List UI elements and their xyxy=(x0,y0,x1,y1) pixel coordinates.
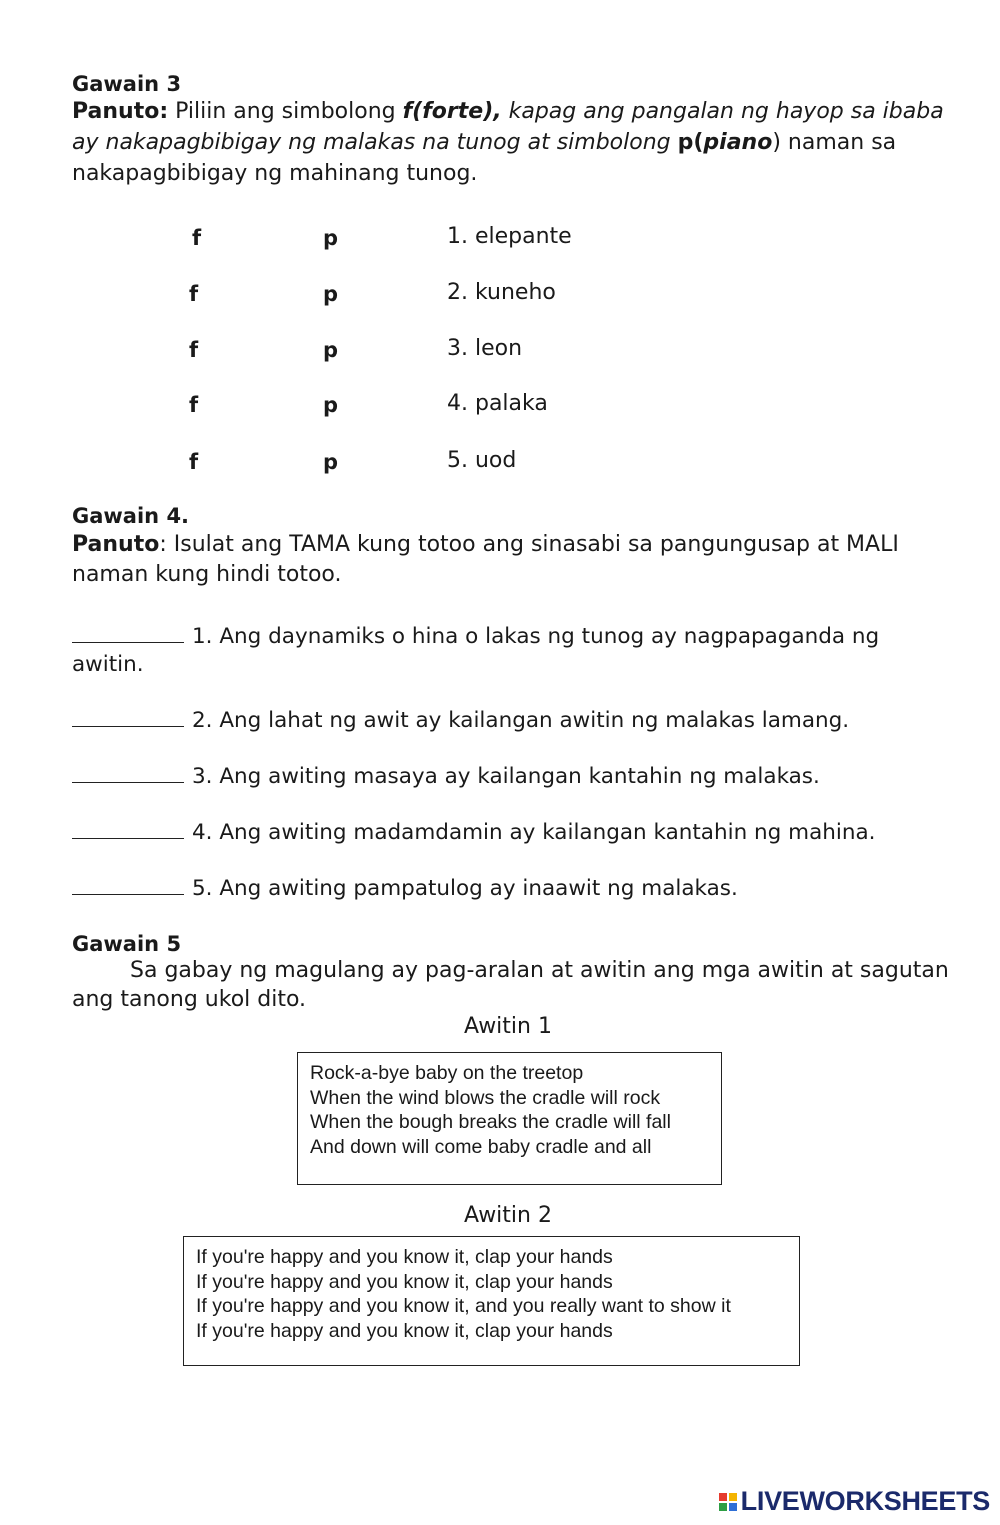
forte-option-3[interactable]: f xyxy=(189,338,199,362)
liveworksheets-logo-icon xyxy=(719,1493,737,1511)
statement-3: 3. Ang awiting masaya ay kailangan kantahin ng malakas. xyxy=(72,762,932,791)
piano-option-1[interactable]: p xyxy=(323,226,339,250)
logo-text: LIVEWORKSHEETS xyxy=(740,1486,990,1516)
answer-blank-4[interactable] xyxy=(72,818,184,839)
piano-option-2[interactable]: p xyxy=(323,282,339,306)
song1-line: When the bough breaks the cradle will fall xyxy=(310,1111,671,1133)
statement-5: 5. Ang awiting pampatulog ay inaawit ng malakas. xyxy=(72,874,932,903)
gawain3-panuto-label: Panuto: xyxy=(72,99,169,124)
gawain3-instructions: Panuto: Piliin ang simbolong f(forte), kapag ang pangalan ng hayop sa ibaba ay nakapagbibigay ng malakas na tunog at simbolong p(piano) naman sa nakapagbibigay ng mahinang tunog. xyxy=(72,99,944,186)
piano-option-5[interactable]: p xyxy=(323,450,339,474)
song2-line: If you're happy and you know it, clap your hands xyxy=(196,1270,613,1293)
song1-line: And down will come baby cradle and all xyxy=(310,1135,652,1158)
answer-blank-1[interactable] xyxy=(72,622,184,643)
forte-option-1[interactable]: f xyxy=(192,226,202,250)
song1-line: Rock-a-bye baby on the treetop xyxy=(310,1062,584,1084)
song1-line: When the wind blows the cradle will rock xyxy=(310,1086,661,1109)
gawain5-instructions: Sa gabay ng magulang ay pag-aralan at awitin ang mga awitin at sagutan ang tanong ukol dito. xyxy=(72,958,949,1012)
answer-blank-5[interactable] xyxy=(72,874,184,895)
song2-line: If you're happy and you know it, and you really want to show it xyxy=(196,1295,731,1317)
gawain4-instructions: Panuto: Isulat ang TAMA kung totoo ang sinasabi sa pangungusap at MALI naman kung hindi totoo. xyxy=(72,532,899,587)
animal-item-4: 4. palaka xyxy=(447,391,548,416)
forte-option-5[interactable]: f xyxy=(189,450,199,474)
statement-2: 2. Ang lahat ng awit ay kailangan awitin ng malakas lamang. xyxy=(72,706,932,735)
song2-box xyxy=(183,1236,800,1366)
animal-item-5: 5. uod xyxy=(447,448,517,473)
gawain4-panuto-label: Panuto xyxy=(72,532,160,557)
song1-title: Awitin 1 xyxy=(464,1014,552,1039)
statement-4: 4. Ang awiting madamdamin ay kailangan kantahin ng mahina. xyxy=(72,818,932,847)
song2-line: If you're happy and you know it, clap your hands xyxy=(196,1246,613,1268)
answer-blank-3[interactable] xyxy=(72,762,184,783)
song2-title: Awitin 2 xyxy=(464,1203,552,1228)
animal-item-2: 2. kuneho xyxy=(447,280,556,305)
piano-option-4[interactable]: p xyxy=(323,393,339,417)
song2-line: If you're happy and you know it, clap your hands xyxy=(196,1319,613,1342)
forte-option-4[interactable]: f xyxy=(189,393,199,417)
gawain3-title: Gawain 3 xyxy=(72,72,182,96)
statement-1: 1. Ang daynamiks o hina o lakas ng tunog ay nagpapaganda ng awitin. xyxy=(72,624,880,677)
liveworksheets-logo xyxy=(719,1486,990,1517)
forte-option-2[interactable]: f xyxy=(189,282,199,306)
animal-item-1: 1. elepante xyxy=(447,224,572,249)
gawain5-title: Gawain 5 xyxy=(72,932,182,956)
animal-item-3: 3. leon xyxy=(447,336,523,361)
piano-option-3[interactable]: p xyxy=(323,338,339,362)
answer-blank-2[interactable] xyxy=(72,706,184,727)
song1-box xyxy=(297,1052,722,1185)
gawain4-title: Gawain 4. xyxy=(72,504,190,528)
